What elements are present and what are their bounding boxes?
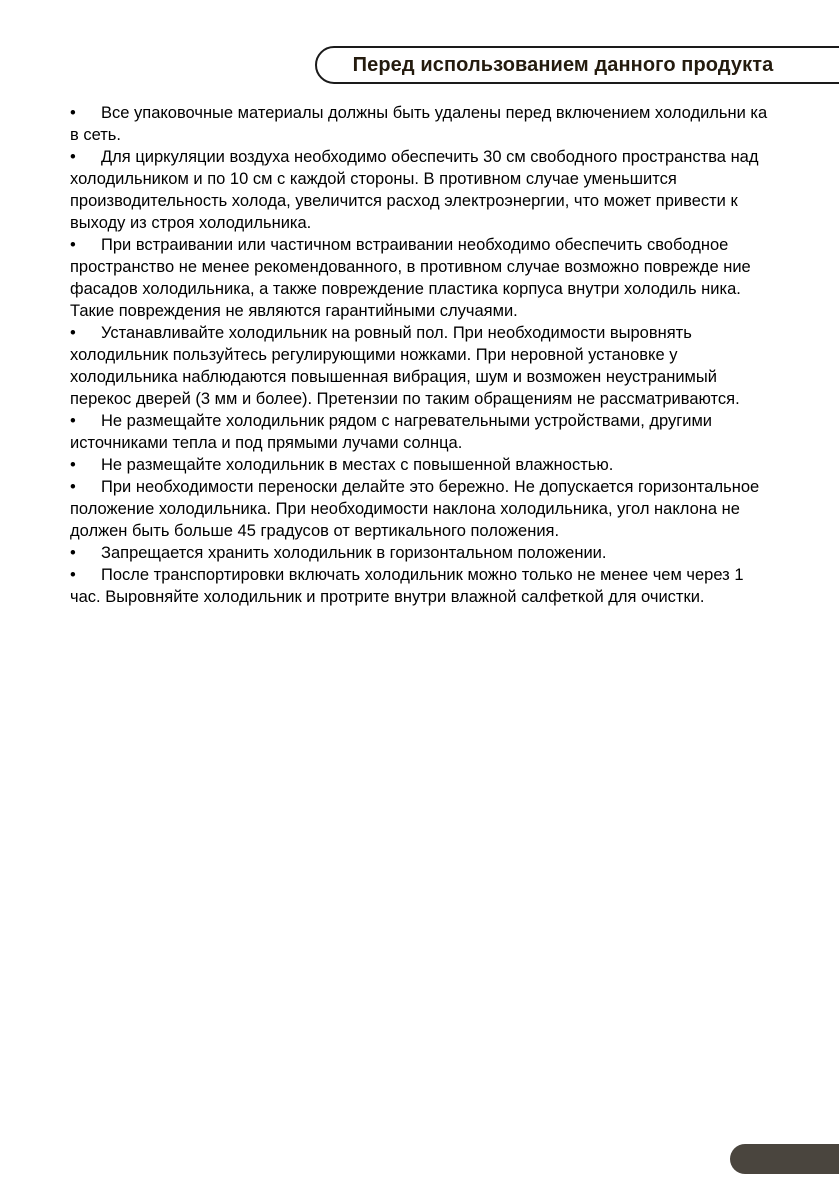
bullet-text: Не размещайте холодильник рядом с нагревательными устройствами, другими источниками тепла и под прямыми лучами солнца. xyxy=(70,412,713,452)
bullet-item xyxy=(70,542,768,564)
bullet-item xyxy=(70,322,768,410)
bullet-text: После транспортировки включать холодильник можно только не менее чем через 1 час. Выровняйте холодильник и протрите внутри влажной салфеткой для очистки. xyxy=(70,566,744,606)
bullet-marker: • xyxy=(70,324,76,342)
bullet-marker: • xyxy=(70,236,76,254)
bullet-text: При встраивании или частичном встраивании необходимо обеспечить свободное пространство не менее рекомендованного, в противном случае возможно поврежде ние фасадов холодильника, а также повреждение пластика корпуса внутри холодиль ника. Такие повреждения не являются гарантийными случаями. xyxy=(70,236,751,320)
bullet-item xyxy=(70,564,768,608)
bullet-marker: • xyxy=(70,456,76,474)
bullet-text: Запрещается хранить холодильник в горизонтальном положении. xyxy=(101,544,607,562)
bullet-marker: • xyxy=(70,148,76,166)
bullet-marker: • xyxy=(70,412,76,430)
instructions-list xyxy=(70,102,768,608)
bullet-item xyxy=(70,454,768,476)
bullet-marker: • xyxy=(70,104,76,122)
bullet-text: Не размещайте холодильник в местах с повышенной влажностью. xyxy=(101,456,614,474)
bullet-item xyxy=(70,146,768,234)
section-header-banner xyxy=(315,46,839,84)
page-title: Перед использованием данного продукта xyxy=(352,53,774,76)
footer-corner-tab xyxy=(730,1144,839,1174)
bullet-item xyxy=(70,476,768,542)
bullet-text: Для циркуляции воздуха необходимо обеспечить 30 см свободного пространства над холодильником и по 10 см с каждой стороны. В противном случае уменьшится производительность холода, увеличится расход электроэнергии, что может привести к выходу из строя холодильника. xyxy=(70,148,759,232)
bullet-text: При необходимости переноски делайте это бережно. Не допускается горизонтальное положение холодильника. При необходимости наклона холодильника, угол наклона не должен быть больше 45 градусов от вертикального положения. xyxy=(70,478,760,540)
bullet-text: Все упаковочные материалы должны быть удалены перед включением холодильни ка в сеть. xyxy=(70,104,768,144)
bullet-marker: • xyxy=(70,566,76,584)
bullet-item xyxy=(70,102,768,146)
bullet-marker: • xyxy=(70,544,76,562)
bullet-marker: • xyxy=(70,478,76,496)
bullet-item xyxy=(70,410,768,454)
bullet-text: Устанавливайте холодильник на ровный пол. При необходимости выровнять холодильник пользуйтесь регулирующими ножками. При неровной установке у холодильника наблюдаются повышенная вибрация, шум и возможен неустранимый перекос дверей (3 мм и более). Претензии по таким обращениям не рассматриваются. xyxy=(70,324,740,408)
bullet-item xyxy=(70,234,768,322)
